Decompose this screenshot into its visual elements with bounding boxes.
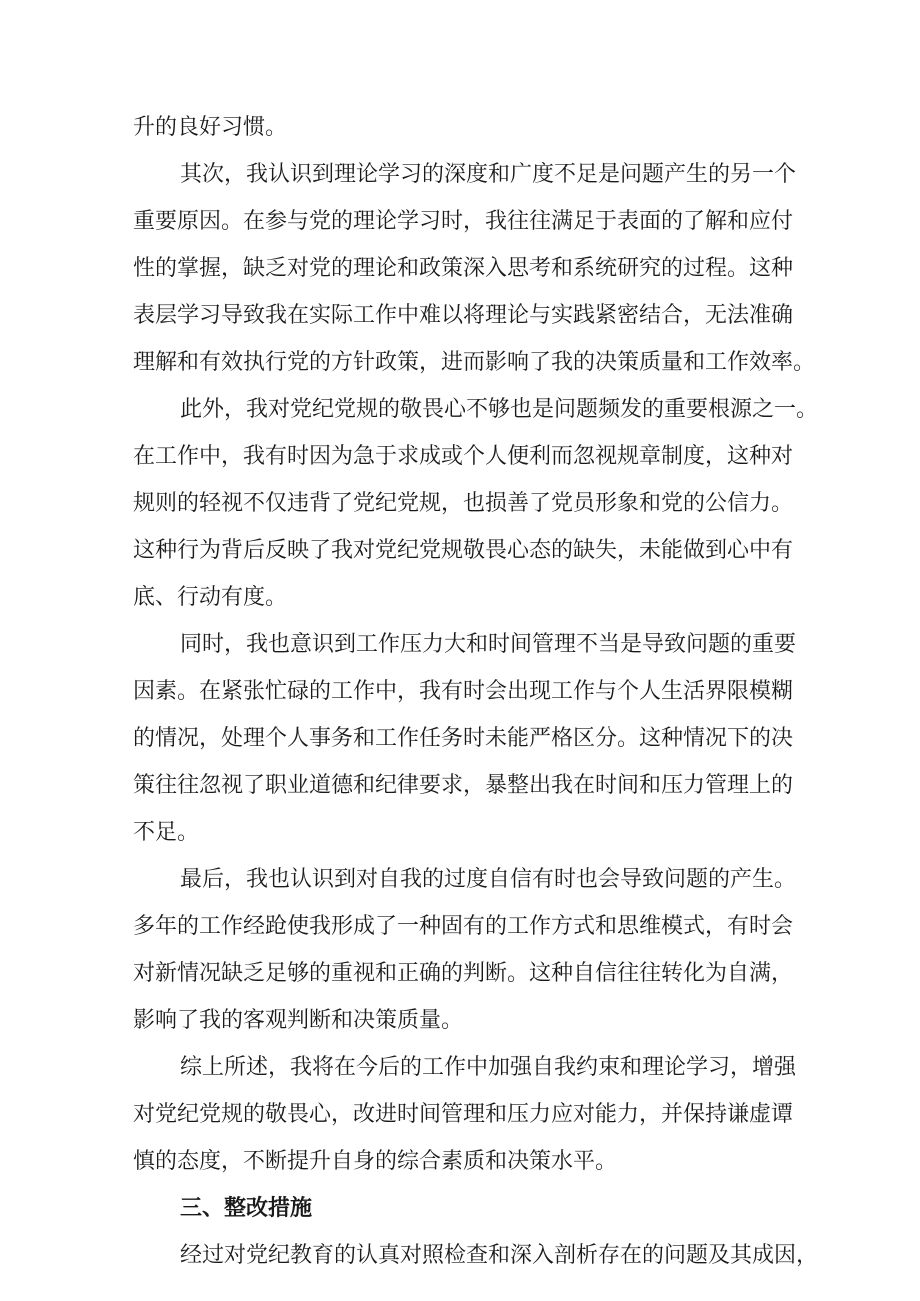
paragraph-first-line: 此外，我对党纪党规的敬畏心不够也是问题频发的重要根源之一。 <box>180 397 819 422</box>
text-line: 在工作中，我有时因为急于求成或个人便利而忽视规章制度，这种对 <box>133 444 794 469</box>
text-line: 慎的态度，不断提升自身的综合素质和决策水平。 <box>133 1149 618 1174</box>
text-line: 因素。在紧张忙碌的工作中，我有时会出现工作与个人生活界限模糊 <box>133 679 794 704</box>
text-line: 性的掌握，缺乏对党的理论和政策深入思考和系统研究的过程。这种 <box>133 256 794 281</box>
paragraph-first-line: 综上所述，我将在今后的工作中加强自我约束和理论学习，增强 <box>180 1055 797 1080</box>
paragraph-first-line: 其次，我认识到理论学习的深度和广度不足是问题产生的另一个 <box>180 162 797 187</box>
text-line: 多年的工作经跄使我形成了一种固有的工作方式和思维模式，有时会 <box>133 914 794 939</box>
text-line: 底、行动有度。 <box>133 585 288 610</box>
text-line: 表层学习导致我在实际工作中难以将理论与实践紧密结合，无法准确 <box>133 303 794 328</box>
paragraph-first-line: 同时，我也意识到工作压力大和时间管理不当是导致问题的重要 <box>180 632 797 657</box>
paragraph-first-line: 经过对党纪教育的认真对照检查和深入剖析存在的问题及其成因， <box>180 1243 819 1268</box>
text-line: 的情况，处理个人事务和工作任务时未能严格区分。这种情况下的决 <box>133 726 794 751</box>
text-line: 理解和有效执行党的方针政策，进而影响了我的决策质量和工作效率。 <box>133 350 816 375</box>
text-line: 这种行为背后反映了我对党纪党规敬畏心态的缺失，未能做到心中有 <box>133 538 794 563</box>
text-line: 策往往忽视了职业道德和纪律要求，暴整出我在时间和压力管理上的 <box>133 773 794 798</box>
paragraph-first-line: 最后，我也认识到对自我的过度自信有时也会导致问题的产生。 <box>180 867 797 892</box>
text-line: 不足。 <box>133 820 200 845</box>
text-line: 规则的轻视不仅违背了党纪党规，也损善了党员形象和党的公信力。 <box>133 491 794 516</box>
section-heading: 三、整改措施 <box>180 1196 313 1221</box>
text-line: 升的良好习惯。 <box>133 115 288 140</box>
text-line: 影响了我的客观判断和决策质量。 <box>133 1008 464 1033</box>
text-line: 对党纪党规的敬畏心，改进时间管理和压力应对能力，并保持谦虚谭 <box>133 1102 794 1127</box>
text-line: 对新情况缺乏足够的重视和正确的判断。这种自信往往转化为自满， <box>133 961 794 986</box>
text-line: 重要原因。在参与党的理论学习时，我往往满足于表面的了解和应付 <box>133 209 794 234</box>
